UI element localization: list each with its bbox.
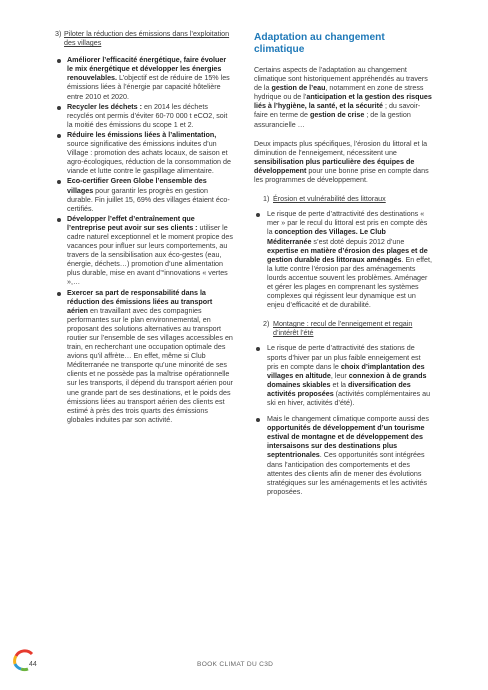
emphasis: choix d’implantation des villages en altitude (267, 362, 425, 380)
emphasis: connexion à de grands domaines skiables (267, 371, 427, 389)
list-item (55, 177, 233, 213)
subsection-heading-2 (263, 320, 432, 338)
text: pour une bonne prise en compte dans les programmes de développement. (254, 166, 429, 185)
item-text: utiliser le cadre naturel exceptionnel et le moment propice des vacances pour influer sur leurs comportements, au travers de la sensibilisation aux éco-gestes (eau, énergie, déchets…) promotion d’une alimentation plus durable, mise en avant d’“innovations « vertes »,… (67, 223, 233, 287)
emphasis: gestion de l’eau (271, 84, 326, 93)
list-item (55, 289, 233, 425)
text: , leur (330, 371, 349, 380)
list-item (55, 56, 233, 101)
subsection-heading-1 (263, 195, 432, 204)
item-lead: Eco-certifier Green Globe l’ensemble des villages (67, 177, 207, 195)
page-title: Adaptation au changement climatique (254, 32, 385, 55)
item-lead: Exercer sa part de responsabilité dans la réduction des émissions liées au transport aérien (67, 288, 213, 315)
logo-arc-red (16, 651, 32, 656)
section-number: 3) (55, 30, 62, 38)
text: . En effet, la lutte contre l’érosion par des aménagements lourds accentue souvent les problèmes. Aménager et gérer les plages en comprenant les systèmes complexes qui régissent leur dynamique est un enjeu d’efficacité et de durabilité. (267, 255, 432, 310)
logo-arc-green (21, 669, 28, 670)
text: Le risque de perte d’attractivité des stations de sports d’hiver par un plus faible enneigement est pris en compte dans le (267, 344, 421, 371)
item-lead: Développer l’effet d’entraînement que l’entreprise peut avoir sur ses clients : (67, 214, 198, 232)
right-column (254, 30, 432, 504)
text: . Ces opportunités sont intégrées dans l’anticipation des comportements et des attentes des clients afin de mener des évolutions stratégiques sur les aménagements et les activités proposées. (267, 451, 427, 496)
item-lead: Améliorer l’efficacité énergétique, faire évoluer le mix énergétique et développer les énergies renouvelables. (67, 56, 227, 83)
list-item (254, 415, 432, 497)
subsection-number: 1) (263, 195, 270, 204)
list-item (55, 131, 233, 176)
list-item (254, 210, 432, 310)
text: Deux impacts plus spécifiques, l’érosion du littoral et la diminution de l’enneigement, nécessitent une (254, 139, 428, 157)
list-item (55, 103, 233, 130)
text: Mais le changement climatique comporte aussi des (267, 415, 429, 424)
emphasis: diversification des activités proposées (267, 380, 411, 398)
subsection-number: 2) (263, 320, 270, 329)
text: Certains aspects de l’adaptation au changement climatique sont historiquement appréhendés au travers de la (254, 66, 428, 93)
item-text: en travaillant avec des compagnies performantes sur le plan environnemental, en proposant des solutions alternatives au transport routier sur l’ensemble de ses villages accessibles en train, en recherchant une occupation optimale des avions qu’il affrète… En effet, même si Club Méditerranée ne transporte qu’une minorité de ses clients et ne possède pas la maîtrise opérationnelle sur les transports, il dépend du transport aérien pour une grande part de ses destinations, et le poids des émissions liées au transport aérien des clients est estimé à près des trois quarts des émissions globales induites par son activité. (67, 306, 233, 424)
emphasis: conception des Villages. Le Club Méditerranée (267, 228, 386, 246)
text: et la (330, 380, 348, 389)
c3d-logo-icon (12, 648, 36, 672)
footer-book-title: BOOK CLIMAT DU C3D (197, 661, 274, 668)
left-column (55, 30, 233, 426)
text: Le risque de perte d’attractivité des destinations « mer » par le recul du littoral est pris en compte dès la (267, 210, 428, 237)
logo-arc-blue (15, 664, 21, 669)
text: , notamment en zone de stress hydrique ou de l’ (254, 84, 424, 102)
emphasis: sensibilisation plus particulière des équipes de développement (254, 157, 415, 175)
text: ; de la gestion assurancielle … (254, 111, 411, 129)
page-number: 44 (29, 661, 37, 668)
item-text: en 2014 les déchets recyclés ont permis d’éviter 60-70 000 t eCO2, soit la moitié des émissions du scope 1 et 2. (67, 102, 228, 129)
item-lead: Réduire les émissions liées à l’alimentation, (67, 130, 217, 139)
emphasis: expertise en matière d’érosion des plages et de gestion durable des littoraux aménagés (267, 246, 428, 264)
emphasis: anticipation et la gestion des risques liés à l’hygiène, la santé, et la sécurité (254, 93, 432, 111)
item-text: L’objectif est de réduire de 15% les émissions liées à l’énergie par capacité hôtelière entre 2010 et 2020. (67, 74, 230, 101)
list-item (254, 344, 432, 408)
coast-list (254, 210, 432, 310)
subsection-title: Montagne : recul de l’enneigement et regain d’intérêt l’été (273, 320, 413, 338)
item-text: pour garantir les progrès en gestion durable. Fin juillet 15, 69% des villages étaient éco-certifiés. (67, 186, 230, 213)
section-title: Piloter la réduction des émissions dans l’exploitation des villages (64, 30, 230, 48)
section-heading-3 (55, 30, 233, 48)
logo-arc-yellow (15, 656, 16, 664)
subsection-title: Érosion et vulnérabilité des littoraux (273, 195, 386, 204)
item-lead: Recycler les déchets : (67, 102, 143, 111)
action-list (55, 56, 233, 425)
text: s’est doté depuis 2012 d’une (311, 237, 405, 246)
text: ; du savoir-faire en terme de (254, 102, 421, 120)
emphasis: opportunités de développement d’un tourisme estival de montagne et de développement des intersaisons sur des destinations plus septentrionales (267, 424, 425, 460)
item-text: source significative des émissions induites d’un Village : promotion des achats locaux, de saison et agro-écologiques, réduction de la consommation de viande et lutte contre le gaspillage alimentaire. (67, 140, 231, 176)
intro-paragraph (254, 66, 432, 130)
mountain-list (254, 344, 432, 497)
impacts-paragraph (254, 140, 432, 185)
text: (activités complémentaires au ski en hiver, activités d’été). (267, 389, 431, 407)
emphasis: gestion de crise (309, 111, 365, 120)
list-item (55, 215, 233, 288)
